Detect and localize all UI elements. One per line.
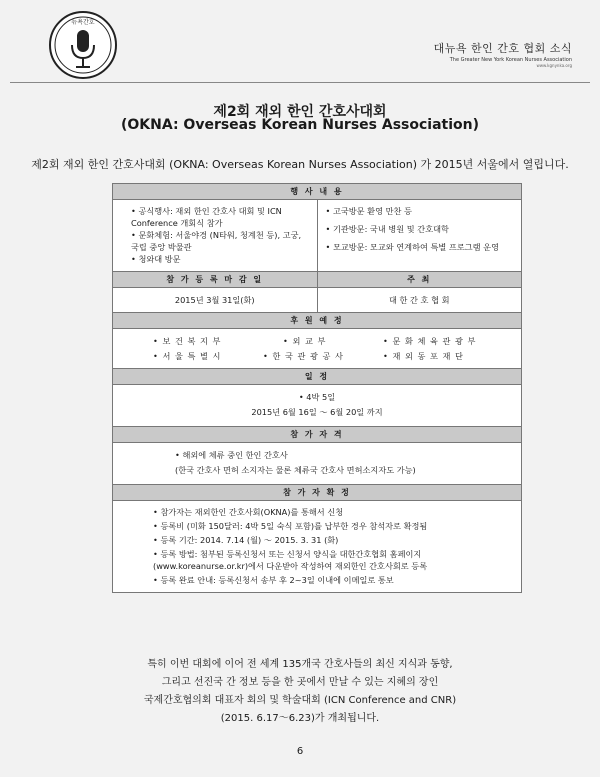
intro-text: 제2회 재외 한인 간호사대회 (OKNA: Overseas Korean Nurses Association) 가 2015년 서울에서 열립니다. xyxy=(31,158,569,171)
eligibility-cell xyxy=(113,443,522,485)
closing-paragraph xyxy=(0,656,600,728)
eligibility-header: 참 가 자 격 xyxy=(113,427,522,443)
confirm-item: • 참가자는 재외한인 간호사회(OKNA)를 통해서 신청 xyxy=(153,506,501,518)
event-item: • 고국방문 환영 만찬 등 xyxy=(326,205,516,217)
deadline-value: 2015년 3월 31일(화) xyxy=(113,288,318,313)
sponsor-item: • 재 외 동 포 재 단 xyxy=(383,349,513,364)
eligibility-main: • 해외에 체류 중인 한인 간호사 xyxy=(175,448,521,463)
event-info-table xyxy=(112,183,522,593)
sponsor-item: • 보 건 복 지 부 xyxy=(153,334,253,349)
org-url[interactable]: www.kgnynka.org xyxy=(536,63,572,68)
page-number: 6 xyxy=(296,746,304,757)
event-item: • 청와대 방문 xyxy=(131,253,311,265)
closing-line: 국제간호협의회 대표자 회의 및 학술대회 (ICN Conference and CNR) xyxy=(143,695,457,706)
eligibility-note: (한국 간호사 면허 소지자는 물론 체류국 간호사 면허소지자도 가능) xyxy=(175,465,416,475)
events-header: 행 사 내 용 xyxy=(113,184,522,200)
closing-line: 그리고 선진국 간 정보 등을 한 곳에서 만날 수 있는 지혜의 장인 xyxy=(161,677,439,688)
confirm-item: • 등록 방법: 첨부된 등록신청서 또는 신청서 양식을 대한간호협회 홈페이지 (www.koreanurse.or.kr)에서 다운받아 작성하여 재외한인 간호사회로 등록 xyxy=(153,548,501,572)
confirm-cell xyxy=(113,501,522,593)
closing-line: (2015. 6.17～6.23)가 개최됩니다. xyxy=(220,713,380,724)
closing-line: 특히 이번 대회에 이어 전 세계 135개국 간호사들의 최신 지식과 동향, xyxy=(147,659,453,670)
deadline-header: 참 가 등 록 마 감 일 xyxy=(113,272,318,288)
schedule-cell xyxy=(113,385,522,427)
event-item: • 기관방문: 국내 병원 및 간호대학 xyxy=(326,223,516,235)
event-item: • 모교방문: 모교와 연계하여 특별 프로그램 운영 xyxy=(326,241,516,253)
confirm-item: • 등록 기간: 2014. 7.14 (월) ～ 2015. 3. 31 (화) xyxy=(153,534,501,546)
event-item: • 문화체험: 서울야경 (N타워, 청계천 등), 고궁, 국립 중앙 박물관 xyxy=(131,229,311,253)
page-title: 제2회 재외 한인 간호사대회 xyxy=(213,104,387,120)
events-left-cell xyxy=(113,200,318,272)
schedule-dates: 2015년 6월 16일 ～ 6월 20일 까지 xyxy=(251,407,383,417)
events-right-cell xyxy=(317,200,522,272)
confirm-item: • 등록비 (미화 150달러: 4박 5일 숙식 포함)를 납부한 경우 참석자로 확정됨 xyxy=(153,520,501,532)
association-logo xyxy=(48,10,118,80)
sponsors-header: 후 원 예 정 xyxy=(113,313,522,329)
schedule-duration: • 4박 5일 xyxy=(113,390,521,405)
confirm-header: 참 가 자 확 정 xyxy=(113,485,522,501)
sponsor-item: • 한 국 관 광 공 사 xyxy=(263,349,383,364)
sponsors-cell xyxy=(113,329,522,369)
schedule-header: 일 정 xyxy=(113,369,522,385)
event-item: • 공식행사: 재외 한인 간호사 대회 및 ICN Conference 개회식 참가 xyxy=(131,205,311,229)
sponsor-item: • 외 교 부 xyxy=(283,334,383,349)
confirm-item: • 등록 완료 안내: 등록신청서 송부 후 2~3일 이내에 이메일로 통보 xyxy=(153,574,501,586)
sponsor-item: • 서 울 특 별 시 xyxy=(153,349,253,364)
header-divider xyxy=(10,82,590,83)
org-name-english: The Greater New York Korean Nurses Association xyxy=(449,57,572,63)
page-subtitle: (OKNA: Overseas Korean Nurses Association) xyxy=(120,117,479,133)
host-value: 대 한 간 호 협 회 xyxy=(317,288,522,313)
masthead xyxy=(434,40,572,68)
org-name-korean: 대뉴욕 한인 간호 협회 소식 xyxy=(433,42,572,55)
host-header: 주 최 xyxy=(317,272,522,288)
sponsor-item: • 문 화 체 육 관 광 부 xyxy=(383,334,513,349)
logo-text: 뉴욕간호 xyxy=(71,19,95,26)
